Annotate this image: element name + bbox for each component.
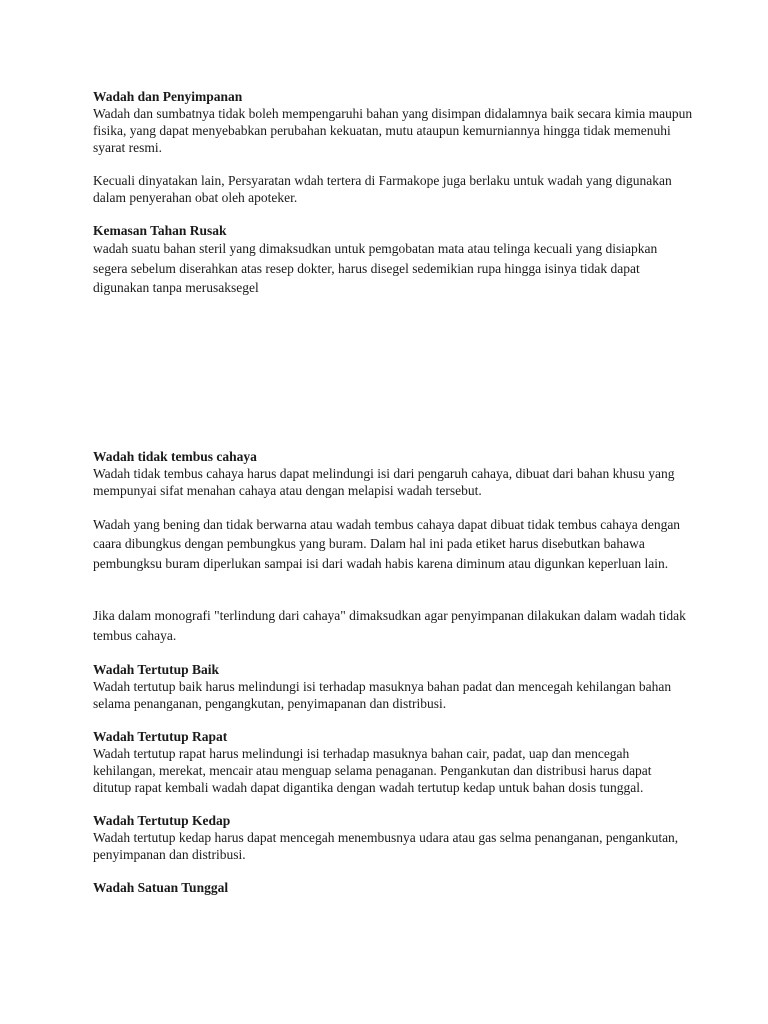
paragraph: Wadah tertutup rapat harus melindungi isi terhadap masuknya bahan cair, padat, uap dan mencegah kehilangan, merekat, mencair atau menguap selama penaganan. Pengankutan dan distribusi harus dapat ditutup rapat kembali wadah dapat digantika dengan wadah tertutup kedap untuk bahan dosis tunggal. — [93, 746, 652, 795]
section-heading-kemasan-tahan-rusak: Kemasan Tahan Rusak — [93, 223, 227, 238]
paragraph: Wadah dan sumbatnya tidak boleh mempengaruhi bahan yang disimpan didalamnya baik secara kimia maupun fisika, yang dapat menyebabkan perubahan kekuatan, mutu ataupun kemurniannya hingga tidak memenuhi syarat resmi. — [93, 106, 693, 155]
section-heading-wadah-tidak-tembus-cahaya: Wadah tidak tembus cahaya — [93, 448, 257, 464]
paragraph: Wadah tertutup kedap harus dapat mencegah menembusnya udara atau gas selma penanganan, pengankutan, penyimpanan dan distribusi. — [93, 830, 679, 862]
paragraph: Wadah tertutup baik harus melindungi isi terhadap masuknya bahan padat dan mencegah kehilangan bahan selama penanganan, pengangkutan, penyimapanan dan distribusi. — [93, 679, 672, 711]
paragraph: Wadah yang bening dan tidak berwarna atau wadah tembus cahaya dapat dibuat tidak tembus cahaya dengan caara dibungkus dengan pembungkus yang buram. Dalam hal ini pada etiket harus disebutkan bahawa pembungksu buram diperlukan sampai isi dari wadah habis karena diminum atau digunkan keperluan lain. — [93, 516, 681, 571]
paragraph: wadah suatu bahan steril yang dimaksudkan untuk pemgobatan mata atau telinga kecuali yang disiapkan segera sebelum diserahkan atas resep dokter, harus disegel sedemikian rupa hingga isinya tidak dapat digunakan tanpa merusaksegel — [93, 241, 658, 295]
section-heading-wadah-tertutup-rapat: Wadah Tertutup Rapat — [93, 729, 228, 744]
section-heading-wadah-tertutup-baik: Wadah Tertutup Baik — [93, 662, 220, 677]
paragraph: Wadah tidak tembus cahaya harus dapat melindungi isi dari pengaruh cahaya, dibuat dari bahan khusu yang mempunyai sifat menahan cahaya atau dengan melapisi wadah tersebut. — [93, 465, 675, 498]
paragraph: Jika dalam monografi "terlindung dari cahaya" dimaksudkan agar penyimpanan dilakukan dalam wadah tidak tembus cahaya. — [93, 608, 686, 643]
section-heading-wadah-dan-penyimpanan: Wadah dan Penyimpanan — [93, 89, 243, 104]
paragraph: Kecuali dinyatakan lain, Persyaratan wdah tertera di Farmakope juga berlaku untuk wadah yang digunakan dalam penyerahan obat oleh apoteker. — [93, 173, 672, 205]
section-heading-wadah-tertutup-kedap: Wadah Tertutup Kedap — [93, 813, 231, 828]
document-page — [93, 88, 693, 896]
section-heading-wadah-satuan-tunggal: Wadah Satuan Tunggal — [93, 880, 229, 895]
